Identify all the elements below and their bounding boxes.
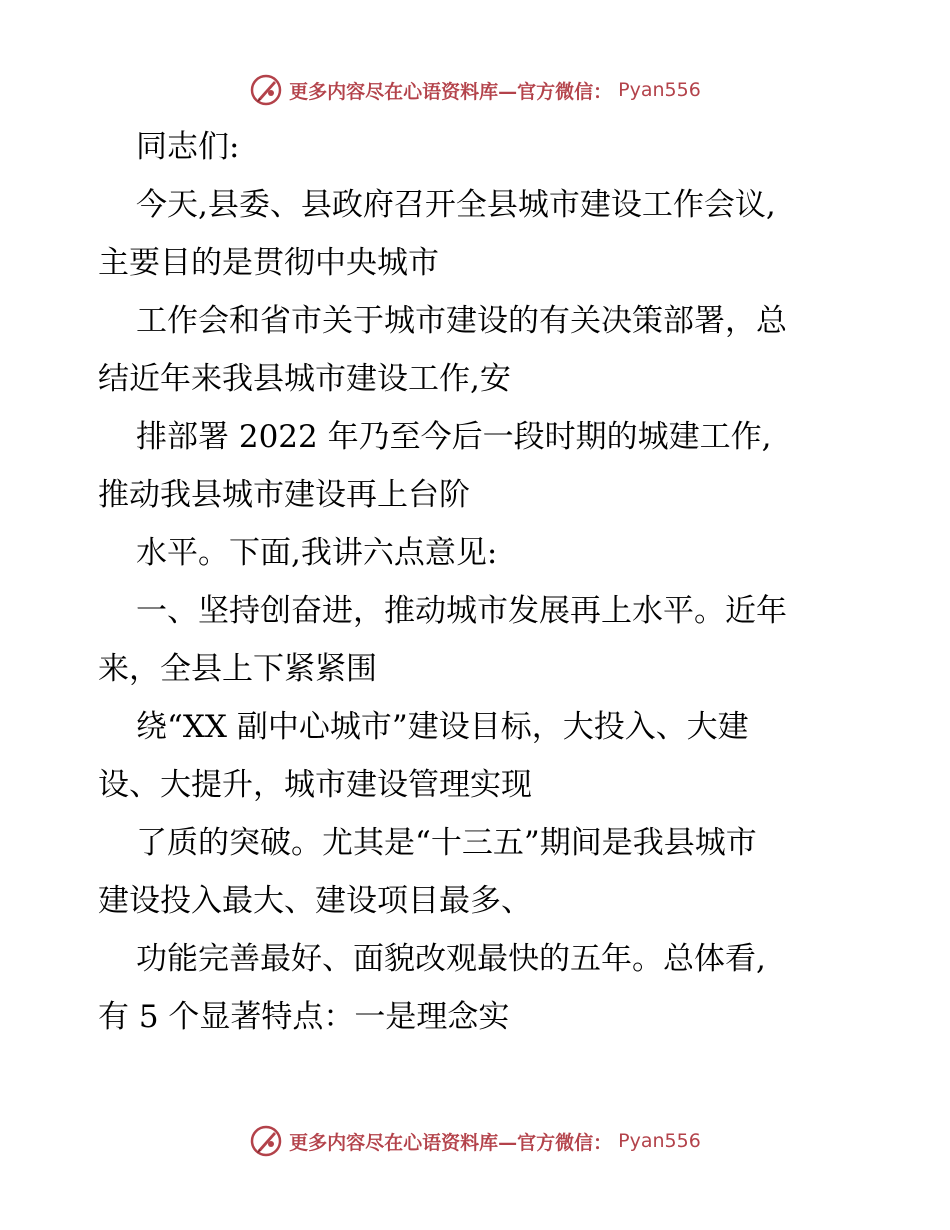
document-body	[98, 118, 858, 1046]
text-line: 来，全县上下紧紧围	[98, 651, 377, 687]
text-line: 结近年来我县城市建设工作,安	[98, 361, 511, 397]
watermark-account: Pyan556	[618, 1130, 701, 1152]
text-line: 水平。下面,我讲六点意见:	[136, 535, 498, 571]
text-line: 绕“XX 副中心城市”建设目标，大投入、大建	[136, 709, 749, 745]
text-line: 了质的突破。尤其是“十三五”期间是我县城市	[136, 825, 757, 861]
header-watermark	[0, 70, 950, 110]
quill-pen-circle-icon	[249, 73, 283, 107]
footer-watermark	[0, 1121, 950, 1161]
text-line: 同志们:	[136, 129, 240, 165]
quill-pen-circle-icon	[249, 1124, 283, 1158]
text-line: 推动我县城市建设再上台阶	[98, 477, 470, 513]
text-line: 一、坚持创奋进，推动城市发展再上水平。近年	[136, 593, 787, 629]
text-line: 排部署 2022 年乃至今后一段时期的城建工作,	[136, 419, 772, 455]
watermark-account: Pyan556	[618, 79, 701, 101]
text-line: 设、大提升，城市建设管理实现	[98, 767, 532, 803]
text-line: 有 5 个显著特点：一是理念实	[98, 999, 510, 1035]
watermark-text: 更多内容尽在心语资料库—官方微信：	[289, 80, 613, 103]
text-line: 功能完善最好、面貌改观最快的五年。总体看,	[136, 941, 766, 977]
text-line: 建设投入最大、建设项目最多、	[98, 883, 532, 919]
text-line: 主要目的是贯彻中央城市	[98, 245, 439, 281]
watermark-text: 更多内容尽在心语资料库—官方微信：	[289, 1131, 613, 1154]
text-line: 今天,县委、县政府召开全县城市建设工作会议,	[136, 187, 776, 223]
text-line: 工作会和省市关于城市建设的有关决策部署，总	[136, 303, 787, 339]
